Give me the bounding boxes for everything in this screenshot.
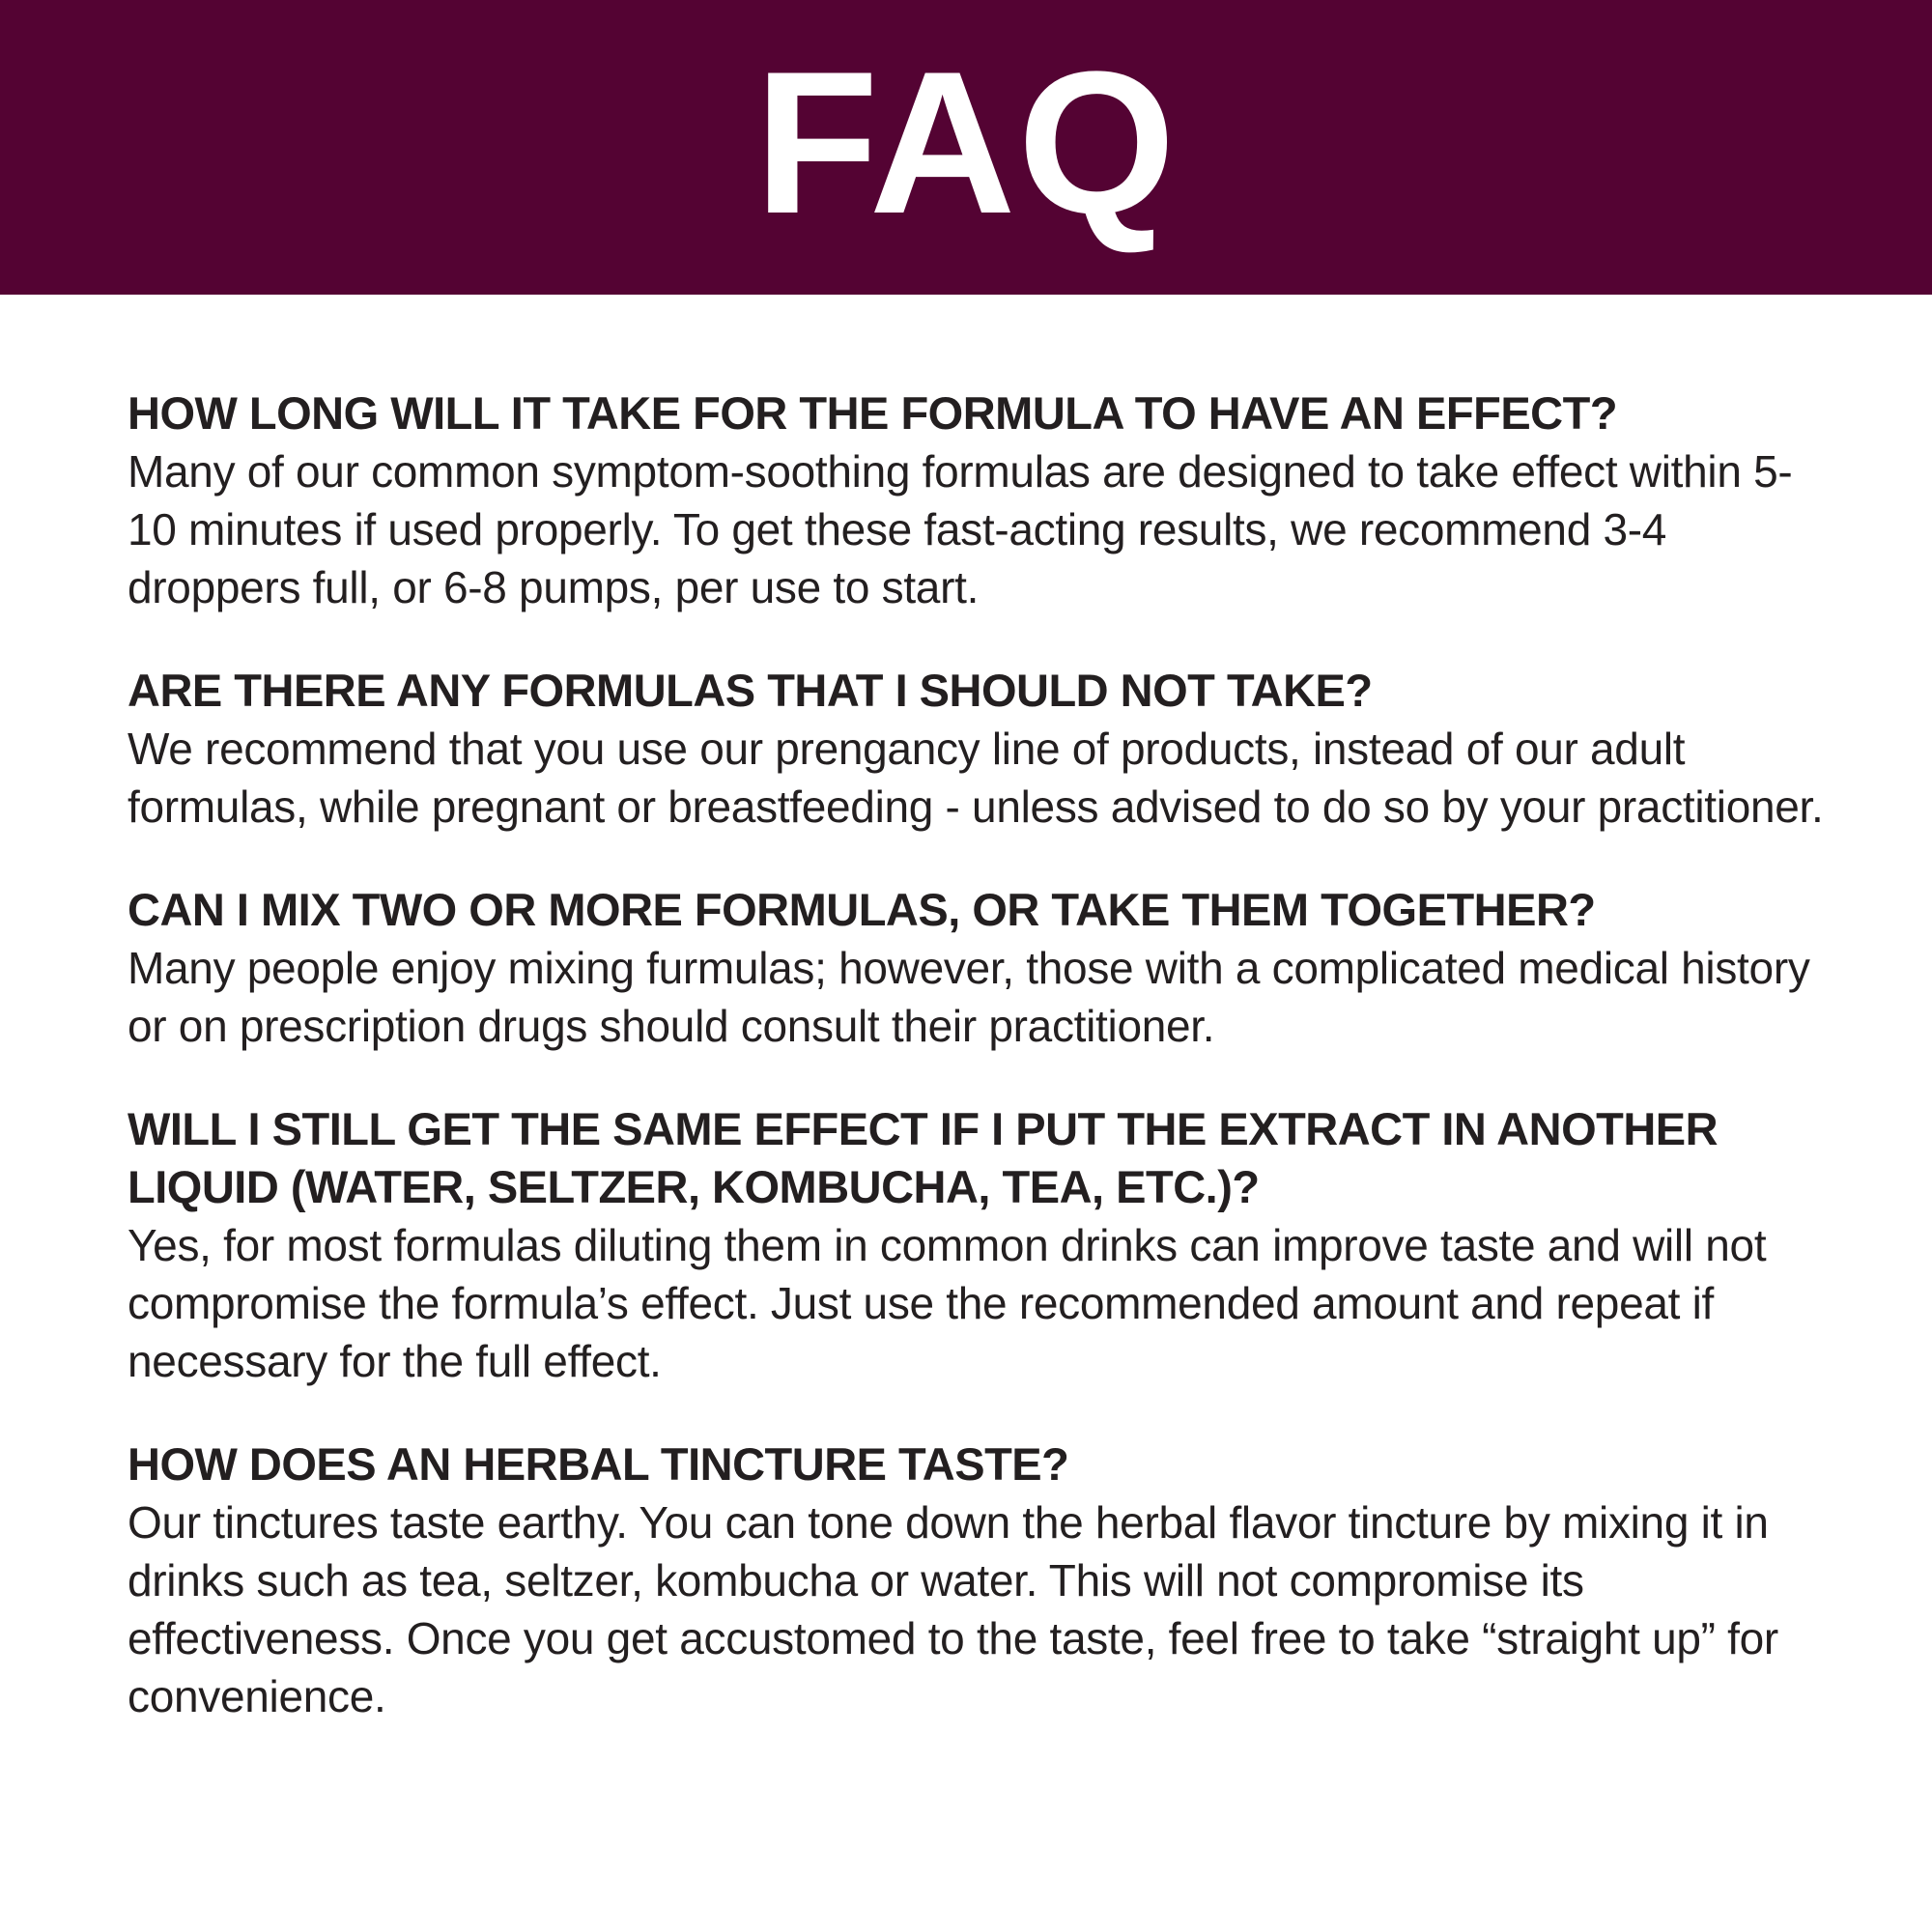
faq-list <box>128 384 1828 1771</box>
faq-item-tincture-taste <box>128 1435 1828 1725</box>
header-banner <box>0 0 1932 295</box>
faq-answer: Yes, for most formulas diluting them in common drinks can improve taste and will not compromise the formula’s effect. Just use the recommended amount and repeat if necessary for the full effect. <box>128 1220 1767 1386</box>
page-title: FAQ <box>754 28 1178 256</box>
faq-answer: Many people enjoy mixing furmulas; however, those with a complicated medical history or on prescription drugs should consult their practitioner. <box>128 943 1810 1051</box>
faq-question: CAN I MIX TWO OR MORE FORMULAS, OR TAKE THEM TOGETHER? <box>128 884 1596 935</box>
faq-answer: Our tinctures taste earthy. You can tone down the herbal flavor tincture by mixing it in drinks such as tea, seltzer, kombucha or water. This will not compromise its effectiveness. Once you get accustomed to the taste, feel free to take “straight up” for convenience. <box>128 1497 1778 1721</box>
faq-question: ARE THERE ANY FORMULAS THAT I SHOULD NOT TAKE? <box>128 665 1373 716</box>
faq-question: HOW LONG WILL IT TAKE FOR THE FORMULA TO HAVE AN EFFECT? <box>128 387 1618 439</box>
faq-answer: We recommend that you use our prengancy line of products, instead of our adult formulas, while pregnant or breastfeeding - unless advised to do so by your practitioner. <box>128 724 1824 832</box>
faq-question: WILL I STILL GET THE SAME EFFECT IF I PUT THE EXTRACT IN ANOTHER LIQUID (WATER, SELTZER, KOMBUCHA, TEA, ETC.)? <box>128 1103 1719 1212</box>
faq-item-effect-time <box>128 384 1828 616</box>
faq-answer: Many of our common symptom-soothing formulas are designed to take effect within 5-10 minutes if used properly. To get these fast-acting results, we recommend 3-4 droppers full, or 6-8 pumps, per use to start. <box>128 446 1793 612</box>
faq-item-diluting-extract <box>128 1100 1828 1390</box>
faq-question: HOW DOES AN HERBAL TINCTURE TASTE? <box>128 1438 1069 1490</box>
faq-item-mixing-formulas <box>128 881 1828 1055</box>
faq-item-formulas-to-avoid <box>128 662 1828 836</box>
